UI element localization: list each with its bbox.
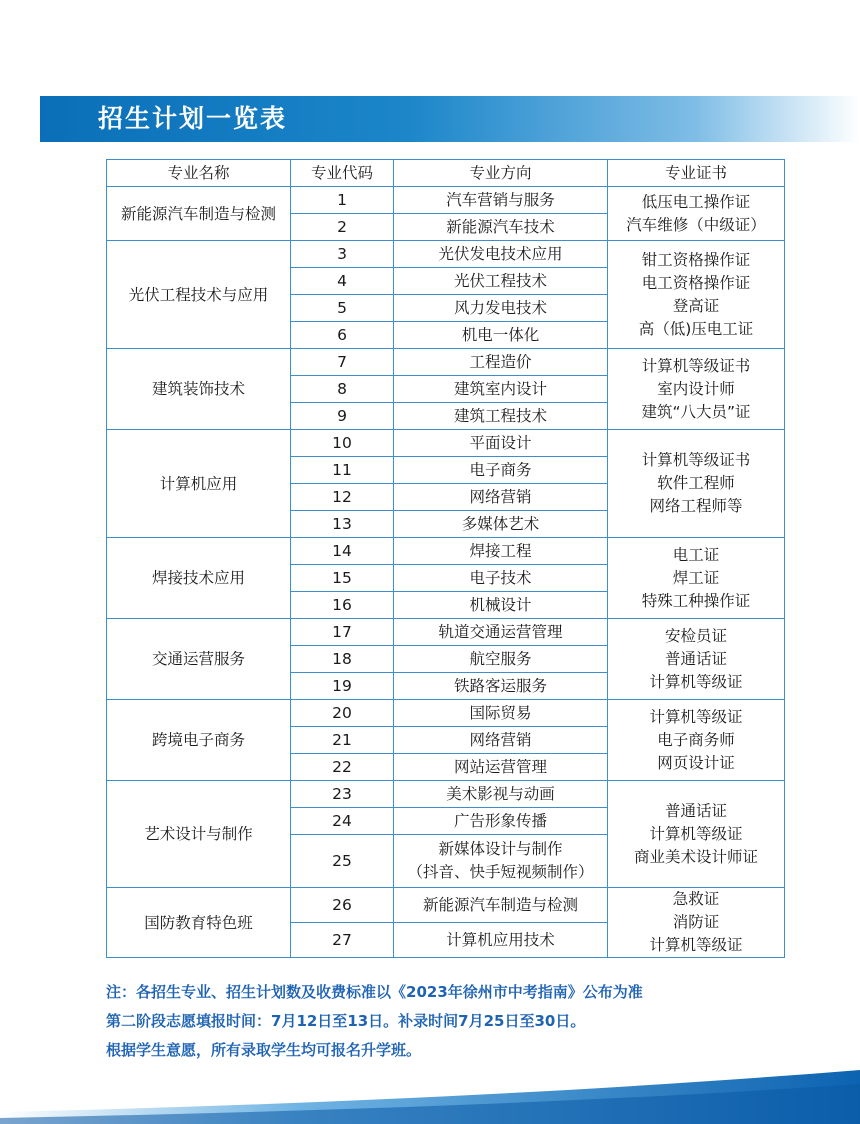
major-direction-cell: 网络营销	[394, 484, 608, 511]
certificate-cell	[608, 888, 785, 958]
header-major-name: 专业名称	[107, 160, 291, 187]
certificate-cell	[608, 349, 785, 430]
table-header-row	[107, 160, 785, 187]
major-code-cell: 7	[291, 349, 394, 376]
major-code-cell: 12	[291, 484, 394, 511]
certificate-line: 软件工程师	[657, 474, 735, 492]
certificate-cell	[608, 241, 785, 349]
major-code-cell: 5	[291, 295, 394, 322]
major-code-cell: 22	[291, 754, 394, 781]
major-direction-cell: 电子商务	[394, 457, 608, 484]
major-name-cell: 交通运营服务	[107, 619, 291, 700]
major-name-cell: 国防教育特色班	[107, 888, 291, 958]
major-name-cell: 艺术设计与制作	[107, 781, 291, 888]
certificate-line: 计算机等级证书	[641, 451, 751, 469]
major-name-cell: 光伏工程技术与应用	[107, 241, 291, 349]
certificate-line: 室内设计师	[657, 379, 735, 398]
certificate-line: 汽车维修（中级证）	[626, 215, 766, 234]
major-direction-cell: 轨道交通运营管理	[394, 619, 608, 646]
certificate-line: 计算机等级证	[649, 824, 743, 843]
table-row	[107, 888, 785, 923]
direction-line: 新媒体设计与制作	[438, 840, 563, 858]
major-direction-cell: 机电一体化	[394, 322, 608, 349]
table-body	[107, 187, 785, 958]
major-name-cell: 跨境电子商务	[107, 700, 291, 781]
major-direction-cell: 焊接工程	[394, 538, 608, 565]
table-row	[107, 430, 785, 457]
major-direction-cell: 平面设计	[394, 430, 608, 457]
table-row	[107, 619, 785, 646]
major-name-cell: 焊接技术应用	[107, 538, 291, 619]
major-direction-cell: 光伏工程技术	[394, 268, 608, 295]
major-code-cell: 27	[291, 923, 394, 958]
major-code-cell: 17	[291, 619, 394, 646]
header-major-direction: 专业方向	[394, 160, 608, 187]
major-code-cell: 13	[291, 511, 394, 538]
major-direction-cell: 汽车营销与服务	[394, 187, 608, 214]
certificate-line: 计算机等级证	[649, 936, 743, 954]
major-code-cell: 18	[291, 646, 394, 673]
certificate-cell	[608, 187, 785, 241]
certificate-line: 特殊工种操作证	[641, 591, 751, 610]
table-row	[107, 538, 785, 565]
major-code-cell: 8	[291, 376, 394, 403]
major-direction-cell: 机械设计	[394, 592, 608, 619]
page-title: 招生计划一览表	[98, 104, 288, 133]
table-row	[107, 781, 785, 808]
certificate-cell	[608, 538, 785, 619]
certificate-line: 网络工程师等	[649, 497, 743, 515]
major-direction-cell: 风力发电技术	[394, 295, 608, 322]
certificate-line: 建筑“八大员”证	[641, 402, 751, 421]
major-code-cell: 6	[291, 322, 394, 349]
note-line: 注：各招生专业、招生计划数及收费标准以《2023年徐州市中考指南》公布为准	[106, 983, 643, 1001]
table-row	[107, 241, 785, 268]
notes-block	[106, 978, 806, 1065]
certificate-line: 计算机等级证	[649, 707, 743, 726]
major-code-cell: 19	[291, 673, 394, 700]
certificate-cell	[608, 700, 785, 781]
major-direction-cell: 航空服务	[394, 646, 608, 673]
major-direction-cell: 建筑工程技术	[394, 403, 608, 430]
note-line: 根据学生意愿，所有录取学生均可报名升学班。	[106, 1041, 422, 1059]
header-certificate: 专业证书	[608, 160, 785, 187]
footer-wave-decoration	[0, 1066, 860, 1124]
major-direction-cell: 光伏发电技术应用	[394, 241, 608, 268]
major-direction-cell: 网站运营管理	[394, 754, 608, 781]
major-direction-cell: 新能源汽车技术	[394, 214, 608, 241]
major-code-cell: 24	[291, 808, 394, 835]
major-direction-cell: 新能源汽车制造与检测	[394, 888, 608, 923]
note-line: 第二阶段志愿填报时间：7月12日至13日。补录时间7月25日至30日。	[106, 1012, 586, 1030]
major-direction-cell: 计算机应用技术	[394, 923, 608, 958]
major-direction-cell: 网络营销	[394, 727, 608, 754]
major-direction-cell: 铁路客运服务	[394, 673, 608, 700]
certificate-line: 高（低)压电工证	[638, 319, 754, 338]
major-code-cell: 10	[291, 430, 394, 457]
certificate-line: 电工证	[672, 545, 720, 564]
certificate-cell	[608, 781, 785, 888]
major-direction-cell: 建筑室内设计	[394, 376, 608, 403]
certificate-line: 电子商务师	[657, 730, 735, 749]
certificate-line: 电工资格操作证	[641, 273, 751, 292]
major-code-cell: 9	[291, 403, 394, 430]
certificate-line: 安检员证	[664, 626, 727, 645]
major-direction-cell: 国际贸易	[394, 700, 608, 727]
major-code-cell: 11	[291, 457, 394, 484]
major-code-cell: 23	[291, 781, 394, 808]
major-direction-cell: 多媒体艺术	[394, 511, 608, 538]
certificate-cell	[608, 430, 785, 538]
certificate-line: 计算机等级证	[649, 672, 743, 691]
major-code-cell: 1	[291, 187, 394, 214]
major-direction-cell	[394, 835, 608, 888]
certificate-cell	[608, 619, 785, 700]
certificate-line: 低压电工操作证	[641, 192, 751, 211]
major-direction-cell: 电子技术	[394, 565, 608, 592]
enrollment-plan-table	[106, 159, 785, 958]
major-code-cell: 2	[291, 214, 394, 241]
certificate-line: 网页设计证	[657, 753, 735, 772]
certificate-line: 钳工资格操作证	[641, 250, 751, 269]
certificate-line: 普通话证	[664, 801, 727, 820]
major-name-cell: 新能源汽车制造与检测	[107, 187, 291, 241]
certificate-line: 焊工证	[672, 568, 720, 587]
table-row	[107, 349, 785, 376]
major-name-cell: 计算机应用	[107, 430, 291, 538]
certificate-line: 商业美术设计师证	[633, 847, 758, 866]
major-code-cell: 20	[291, 700, 394, 727]
major-code-cell: 26	[291, 888, 394, 923]
direction-subline: （抖音、快手短视频制作）	[407, 863, 594, 881]
major-direction-cell: 美术影视与动画	[394, 781, 608, 808]
header-major-code: 专业代码	[291, 160, 394, 187]
major-direction-cell: 工程造价	[394, 349, 608, 376]
certificate-line: 急救证	[672, 890, 720, 908]
table-row	[107, 187, 785, 214]
certificate-line: 计算机等级证书	[641, 356, 751, 375]
certificate-line: 消防证	[672, 913, 720, 931]
certificate-line: 普通话证	[664, 649, 727, 668]
major-code-cell: 4	[291, 268, 394, 295]
major-code-cell: 15	[291, 565, 394, 592]
major-code-cell: 16	[291, 592, 394, 619]
major-code-cell: 21	[291, 727, 394, 754]
major-code-cell: 3	[291, 241, 394, 268]
certificate-line: 登高证	[672, 296, 720, 315]
major-code-cell: 25	[291, 835, 394, 888]
major-direction-cell: 广告形象传播	[394, 808, 608, 835]
major-code-cell: 14	[291, 538, 394, 565]
major-name-cell: 建筑装饰技术	[107, 349, 291, 430]
table-row	[107, 700, 785, 727]
